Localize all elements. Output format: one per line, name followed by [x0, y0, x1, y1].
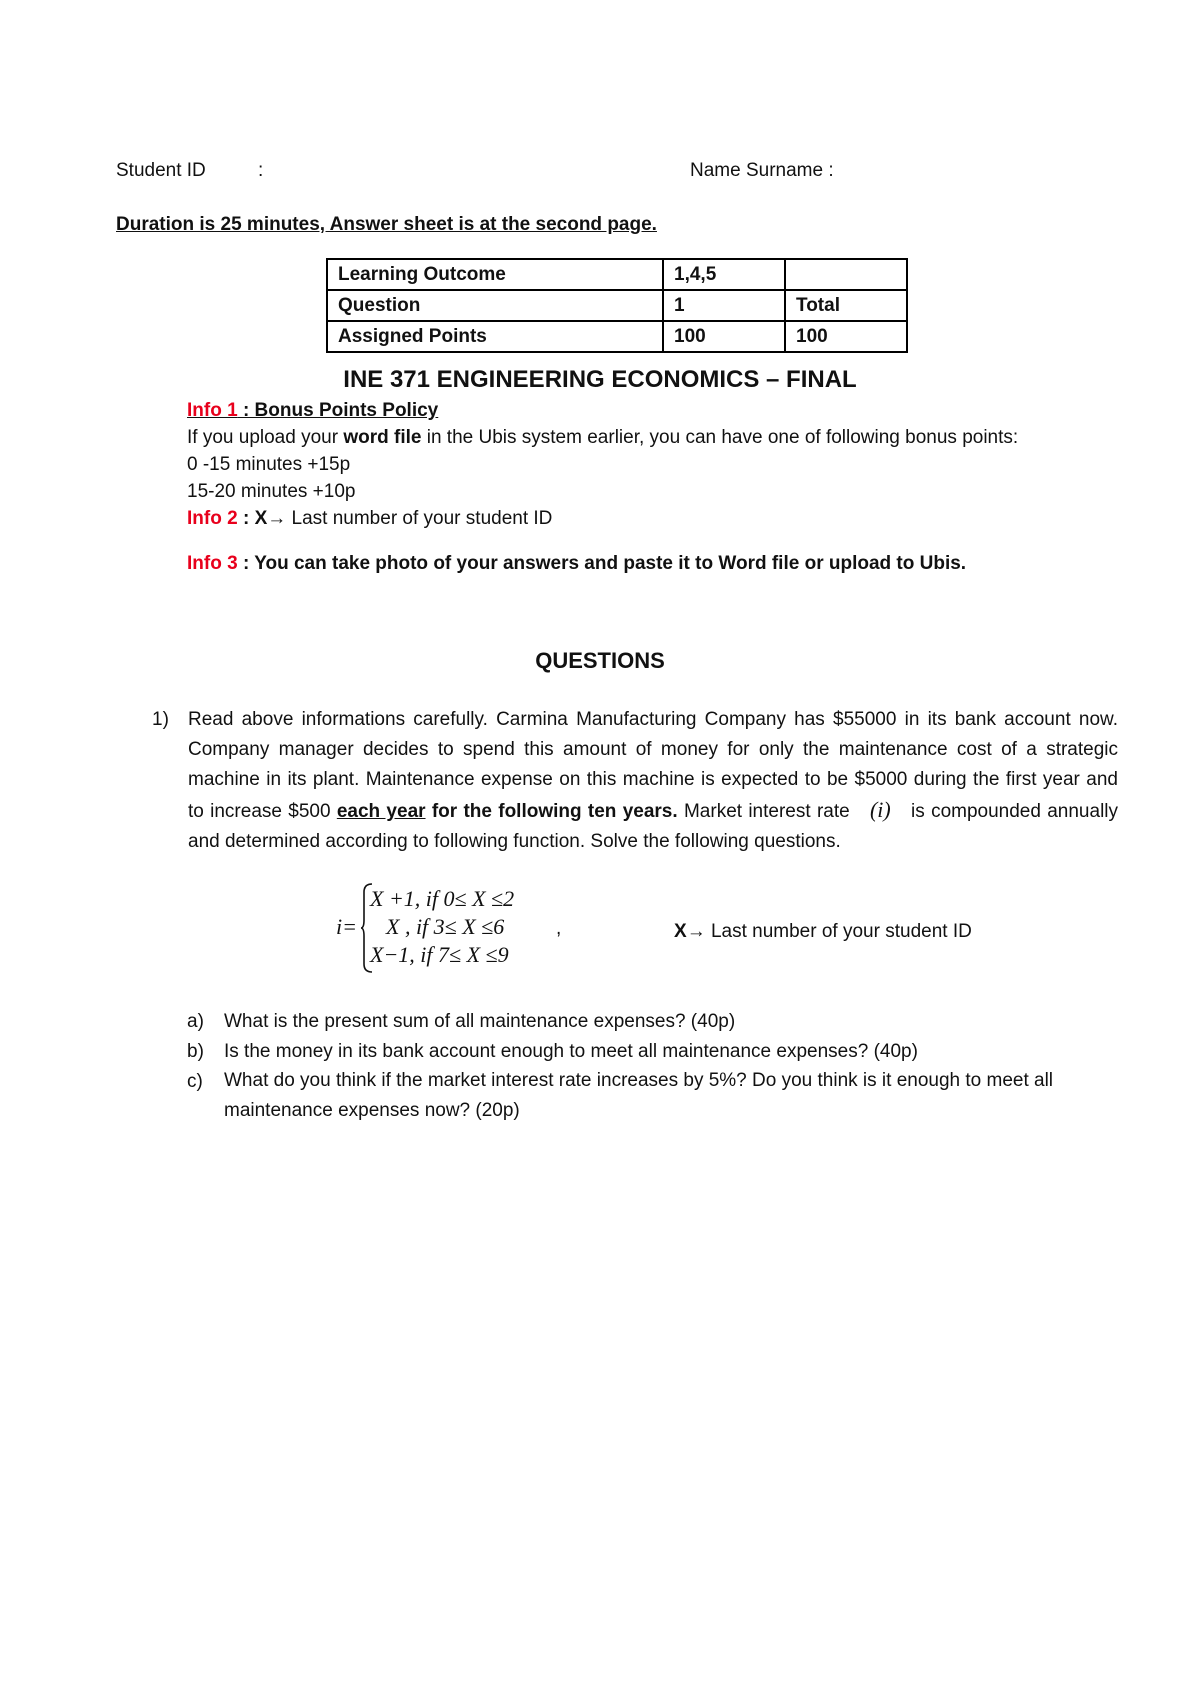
table-cell: 1: [663, 290, 785, 321]
q1-following-years: for the following ten years.: [425, 801, 678, 822]
student-id-label: Student ID: [116, 160, 206, 181]
arrow-icon: →: [267, 508, 287, 529]
questions-title: QUESTIONS: [535, 648, 665, 673]
formula-x-desc: Last number of your student ID: [705, 921, 972, 942]
table-row: [327, 290, 907, 321]
q1-text-e: is compounded annually and determined according to following function. Solve the following questions.: [188, 801, 1119, 852]
q1-text-d: Market interest rate: [677, 801, 856, 822]
formula-case-2: X , if 3≤ X ≤6: [386, 914, 505, 939]
arrow-icon: →: [686, 921, 706, 942]
duration-text: Duration is 25 minutes, Answer sheet is at the second page.: [116, 214, 657, 235]
info2-text: Last number of your student ID: [286, 508, 553, 529]
table-row: [327, 321, 907, 352]
info1-line2: 0 -15 minutes +15p: [187, 454, 351, 475]
info2-x: X: [254, 508, 268, 529]
info1-line3: 15-20 minutes +10p: [187, 481, 356, 502]
formula-comma: ,: [556, 918, 562, 939]
info2-line: [187, 508, 552, 530]
table-cell: 100: [785, 321, 907, 352]
formula-x-note: [674, 921, 972, 943]
info1-underlined: [187, 400, 438, 421]
sub-question-b-label: b): [187, 1041, 204, 1062]
sub-question-c-text: What do you think if the market interest rate increases by 5%? Do you think is it enough to meet all maintenance expenses now? (20p): [224, 1070, 1054, 1121]
info2-sep: :: [237, 508, 255, 529]
formula-case-3: X−1, if 7≤ X ≤9: [370, 942, 509, 967]
student-id-colon: :: [258, 160, 264, 181]
formula-x: X: [674, 921, 687, 942]
q1-text-a: Read above informations carefully. Carmina Manufacturing Company has $55000 in its bank account now. Company manager decides to spend this amount of money for only the maintenance cost of a strategic machine in its plant. Maintenance expense on this machine is expected to be $5000 during the first year and to increase $500: [188, 709, 1118, 822]
table-cell: 1,4,5: [663, 259, 785, 290]
info1-label: Info 1: [187, 400, 238, 421]
info1-text-c: in the Ubis system earlier, you can have one of following bonus points:: [421, 427, 1019, 448]
info1-rest: : Bonus Points Policy: [237, 400, 439, 421]
exam-title: INE 371 ENGINEERING ECONOMICS – FINAL: [343, 366, 857, 393]
info3-label: Info 3: [187, 553, 238, 574]
sub-question-b-text: Is the money in its bank account enough to meet all maintenance expenses? (40p): [224, 1041, 918, 1062]
table-cell: Learning Outcome: [327, 259, 663, 290]
info1-text-a: If you upload your: [187, 427, 344, 448]
duration-note: [116, 214, 695, 236]
info1-line1: [187, 427, 1018, 449]
outcome-points-table: [326, 258, 908, 353]
info3-text: : You can take photo of your answers and paste it to Word file or upload to Ubis.: [237, 553, 967, 574]
info1-heading: [187, 400, 438, 422]
table-row: [327, 259, 907, 290]
formula-lhs: i=: [336, 914, 357, 939]
info2-label: Info 2: [187, 508, 238, 529]
info3-line: [187, 553, 966, 575]
question1-number: 1): [152, 709, 169, 730]
q1-each-year: each year: [336, 801, 426, 822]
table-cell: Total: [785, 290, 907, 321]
sub-question-c-label: c): [187, 1071, 203, 1092]
sub-question-a-text: What is the present sum of all maintenance expenses? (40p): [224, 1011, 736, 1032]
table-cell: Assigned Points: [327, 321, 663, 352]
question1-text: [188, 705, 1118, 857]
table-cell: [785, 259, 907, 290]
info1-word-file: word file: [343, 427, 422, 448]
table-cell: 100: [663, 321, 785, 352]
table-cell: Question: [327, 290, 663, 321]
formula-case-1: X +1, if 0≤ X ≤2: [370, 886, 515, 911]
sub-question-a-label: a): [187, 1011, 204, 1032]
q1-rate-symbol: (i): [869, 797, 891, 822]
name-surname-label: Name Surname :: [690, 160, 834, 181]
